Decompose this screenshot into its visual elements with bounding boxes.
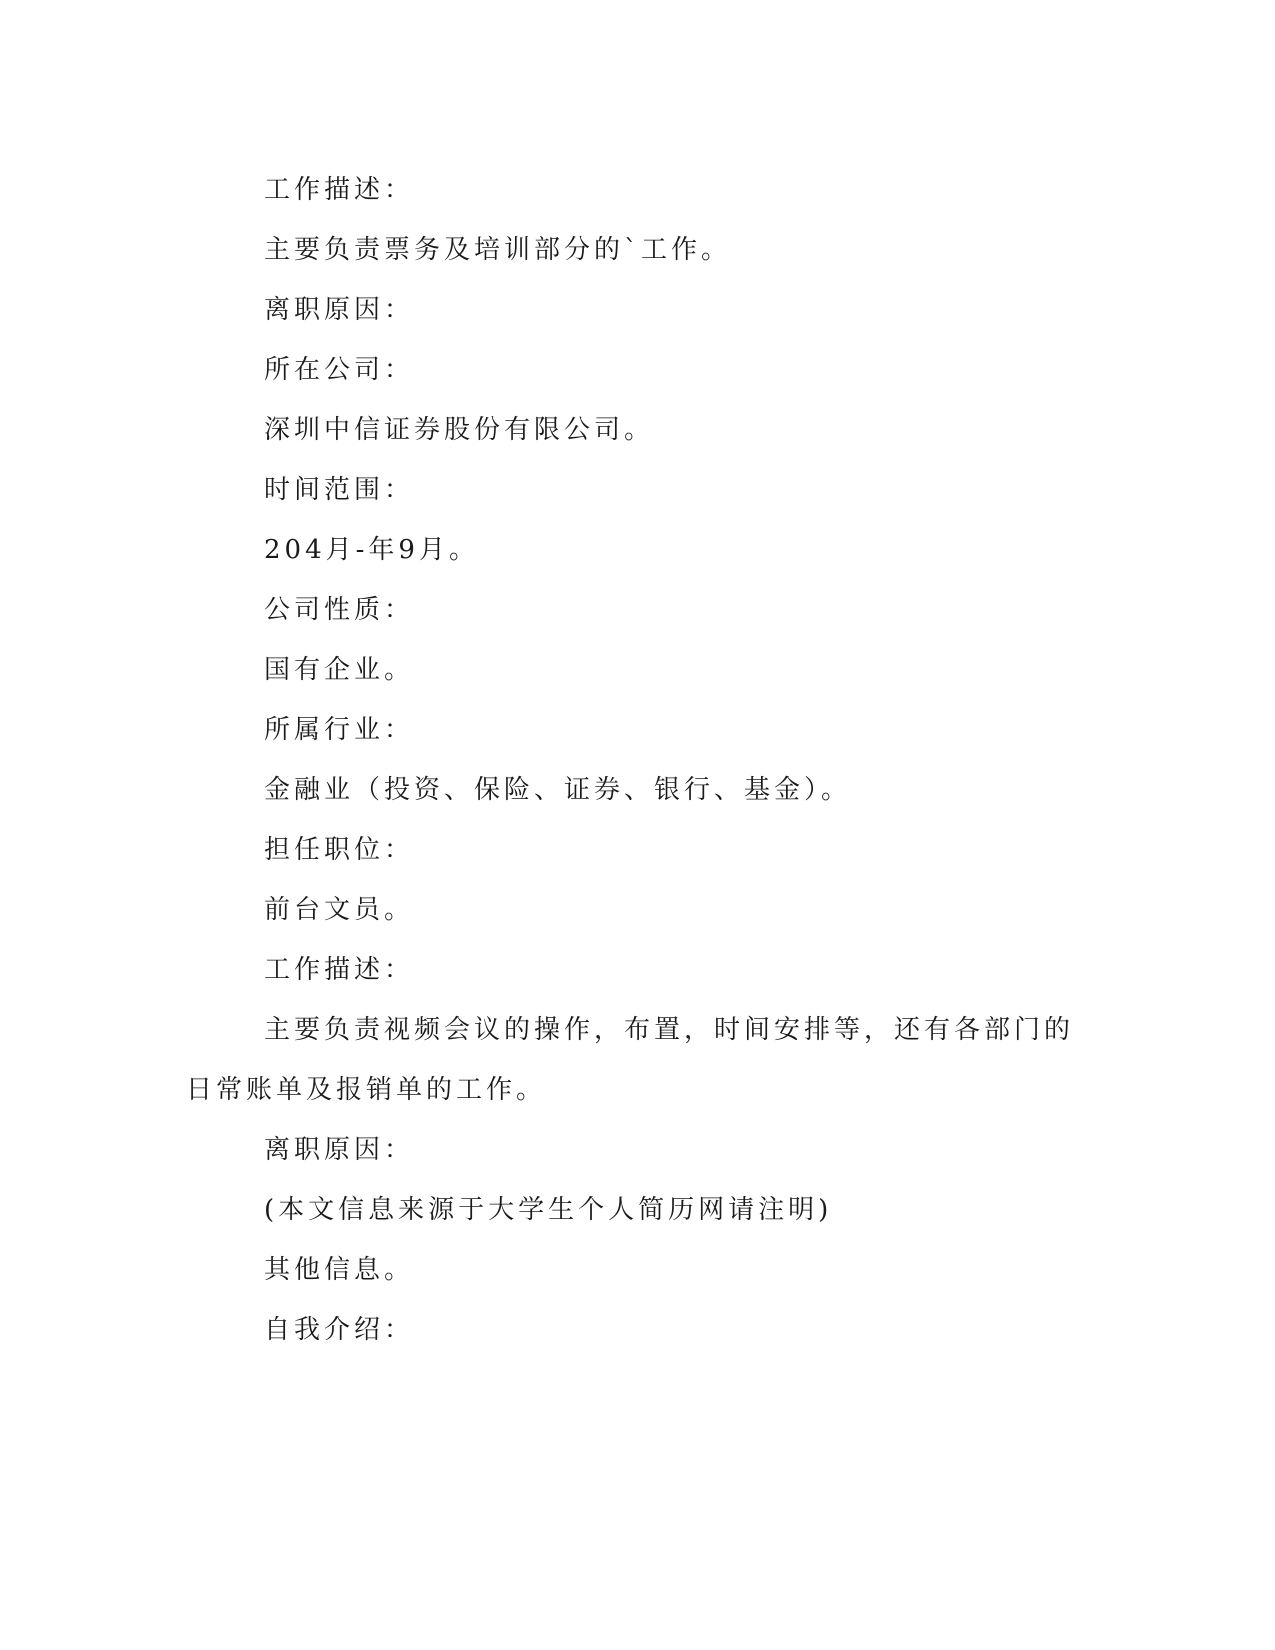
company-type-text: 国有企业。 — [264, 655, 415, 685]
company-name-text: 深圳中信证券股份有限公司。 — [264, 415, 655, 445]
section-label-company: 所在公司： — [264, 355, 415, 385]
industry-text: 金融业（投资、保险、证券、银行、基金）。 — [264, 775, 852, 805]
section-label-self-intro: 自我介绍： — [264, 1315, 415, 1345]
section-label-company-type: 公司性质： — [264, 595, 415, 625]
document-body — [186, 160, 1086, 1360]
section-label-leaving-reason: 离职原因： — [264, 295, 415, 325]
section-label-leaving-reason-2: 离职原因： — [264, 1135, 415, 1165]
source-note-text: (本文信息来源于大学生个人简历网请注明) — [264, 1195, 833, 1225]
job-description-text-2: 主要负责视频会议的操作，布置，时间安排等，还有各部门的日常账单及报销单的工作。 — [186, 1015, 1075, 1105]
time-range-text: 204月-年9月。 — [264, 535, 479, 565]
section-label-industry: 所属行业： — [264, 715, 415, 745]
section-label-position: 担任职位： — [264, 835, 415, 865]
position-text: 前台文员。 — [264, 895, 415, 925]
section-label-job-description: 工作描述： — [264, 175, 415, 205]
section-label-time-range: 时间范围： — [264, 475, 415, 505]
other-info-text: 其他信息。 — [264, 1255, 415, 1285]
job-description-text: 主要负责票务及培训部分的`工作。 — [264, 235, 732, 265]
section-label-job-description-2: 工作描述： — [264, 955, 415, 985]
